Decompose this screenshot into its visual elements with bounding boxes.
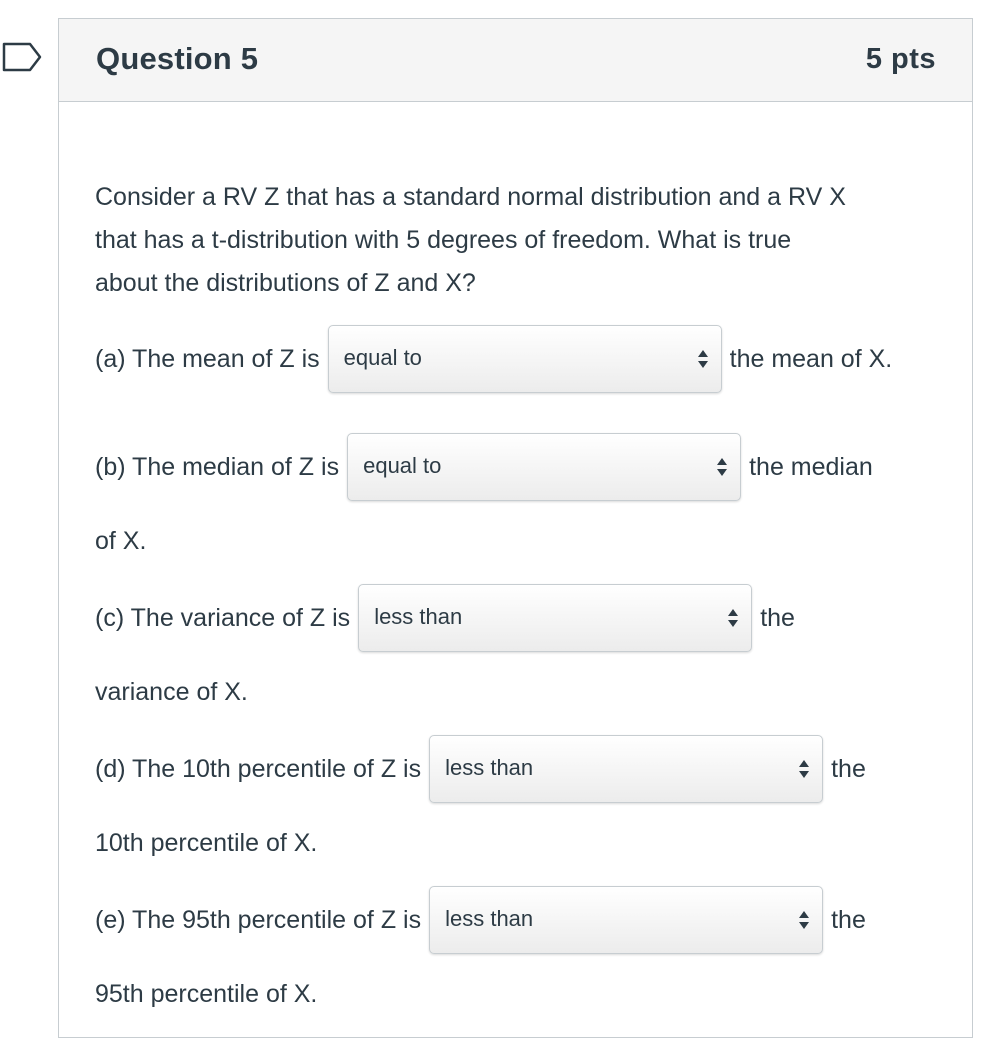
part-b-selected-value: equal to — [363, 453, 442, 478]
part-a-selected-value: equal to — [343, 345, 422, 370]
part-e-after: the — [831, 905, 866, 934]
part-a-after: the mean of X. — [729, 344, 893, 373]
question-card — [58, 18, 973, 1038]
part-d-after: the — [831, 754, 866, 783]
part-b-continuation: of X. — [95, 527, 147, 555]
part-a-select[interactable] — [328, 325, 722, 393]
part-b — [95, 433, 873, 501]
prompt-line-2: that has a t-distribution with 5 degrees of freedom. What is true — [95, 226, 792, 254]
part-d-select[interactable] — [429, 735, 823, 803]
select-arrows-icon — [798, 909, 810, 931]
part-d-before: (d) The 10th percentile of Z is — [95, 754, 422, 783]
part-c-after: the — [760, 603, 795, 632]
part-b-after: the median — [749, 452, 873, 481]
part-e — [95, 886, 866, 954]
part-a-before: (a) The mean of Z is — [95, 344, 320, 373]
part-e-select[interactable] — [429, 886, 823, 954]
part-a — [95, 325, 892, 393]
question-header — [59, 19, 972, 102]
select-arrows-icon — [727, 607, 739, 629]
part-c-continuation: variance of X. — [95, 678, 248, 706]
part-e-before: (e) The 95th percentile of Z is — [95, 905, 422, 934]
part-e-continuation: 95th percentile of X. — [95, 980, 318, 1008]
part-e-selected-value: less than — [445, 906, 534, 931]
part-d — [95, 735, 866, 803]
part-b-before: (b) The median of Z is — [95, 452, 340, 481]
part-d-continuation: 10th percentile of X. — [95, 829, 318, 857]
prompt-line-3: about the distributions of Z and X? — [95, 269, 476, 297]
select-arrows-icon — [798, 758, 810, 780]
part-c-selected-value: less than — [374, 604, 463, 629]
part-c-before: (c) The variance of Z is — [95, 603, 351, 632]
question-title: Question 5 — [96, 41, 259, 76]
select-arrows-icon — [697, 348, 709, 370]
part-c — [95, 584, 795, 652]
part-d-selected-value: less than — [445, 755, 534, 780]
part-c-select[interactable] — [358, 584, 752, 652]
select-arrows-icon — [716, 456, 728, 478]
question-points: 5 pts — [865, 43, 936, 75]
part-b-select[interactable] — [347, 433, 741, 501]
flag-question-icon[interactable] — [0, 40, 44, 74]
question-prompt — [95, 176, 945, 305]
prompt-line-1: Consider a RV Z that has a standard normal distribution and a RV X — [95, 183, 846, 211]
